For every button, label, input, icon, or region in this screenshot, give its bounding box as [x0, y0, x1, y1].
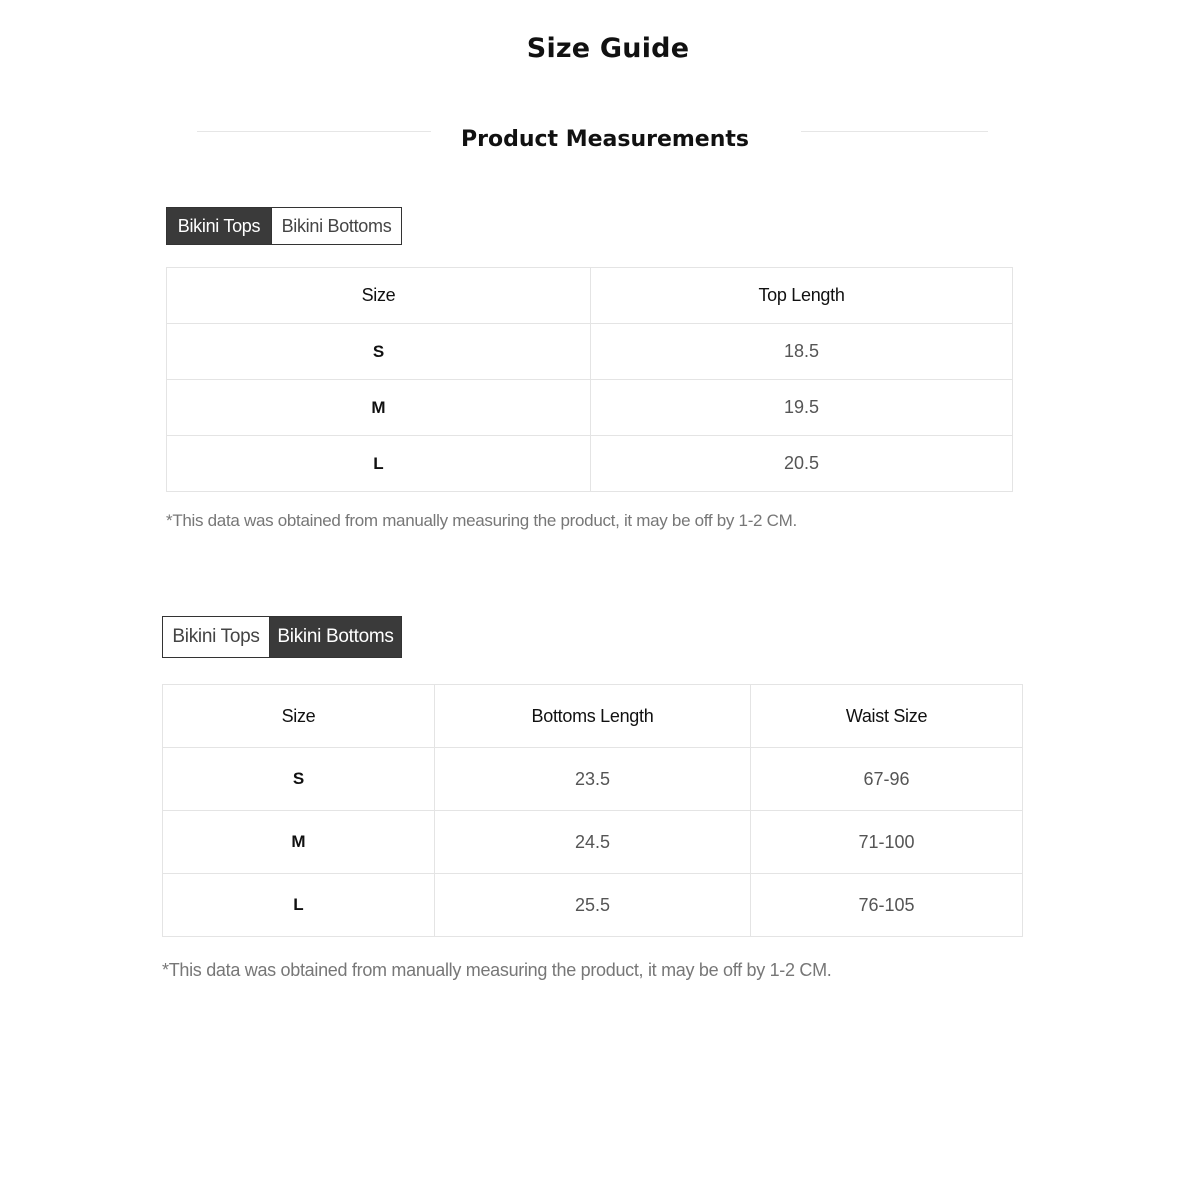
size-cell: S	[163, 748, 435, 811]
waist-size-cell: 76-105	[751, 874, 1023, 937]
size-cell: L	[167, 436, 591, 492]
bottoms-length-cell: 23.5	[435, 748, 751, 811]
table-row	[167, 380, 1013, 436]
bottoms-section-tabs	[162, 616, 402, 658]
page-title: Size Guide	[526, 33, 690, 64]
table-row	[163, 811, 1023, 874]
table-row	[163, 748, 1023, 811]
table-row	[167, 324, 1013, 380]
column-header-size: Size	[163, 685, 435, 748]
tab-bikini-bottoms[interactable]: Bikini Bottoms	[269, 617, 401, 657]
column-header-waist-size: Waist Size	[751, 685, 1023, 748]
tab-bikini-tops[interactable]: Bikini Tops	[163, 617, 269, 657]
size-cell: S	[167, 324, 591, 380]
tops-measurement-note: *This data was obtained from manually measuring the product, it may be off by 1-2 CM.	[166, 511, 797, 530]
bottoms-length-cell: 24.5	[435, 811, 751, 874]
waist-size-cell: 71-100	[751, 811, 1023, 874]
table-header-row	[167, 268, 1013, 324]
table-header-row	[163, 685, 1023, 748]
table-row	[167, 436, 1013, 492]
section-heading: Product Measurements	[460, 127, 750, 152]
tab-bikini-bottoms[interactable]: Bikini Bottoms	[271, 208, 401, 244]
size-cell: M	[167, 380, 591, 436]
column-header-top-length: Top Length	[591, 268, 1013, 324]
tops-size-table	[166, 267, 1013, 492]
size-cell: L	[163, 874, 435, 937]
column-header-size: Size	[167, 268, 591, 324]
tops-section-tabs	[166, 207, 402, 245]
heading-divider-right	[801, 131, 988, 132]
top-length-cell: 18.5	[591, 324, 1013, 380]
waist-size-cell: 67-96	[751, 748, 1023, 811]
bottoms-size-table	[162, 684, 1023, 937]
bottoms-length-cell: 25.5	[435, 874, 751, 937]
table-row	[163, 874, 1023, 937]
tab-bikini-tops[interactable]: Bikini Tops	[167, 208, 271, 244]
size-cell: M	[163, 811, 435, 874]
column-header-bottoms-length: Bottoms Length	[435, 685, 751, 748]
top-length-cell: 19.5	[591, 380, 1013, 436]
bottoms-measurement-note: *This data was obtained from manually measuring the product, it may be off by 1-2 CM.	[162, 960, 832, 980]
top-length-cell: 20.5	[591, 436, 1013, 492]
